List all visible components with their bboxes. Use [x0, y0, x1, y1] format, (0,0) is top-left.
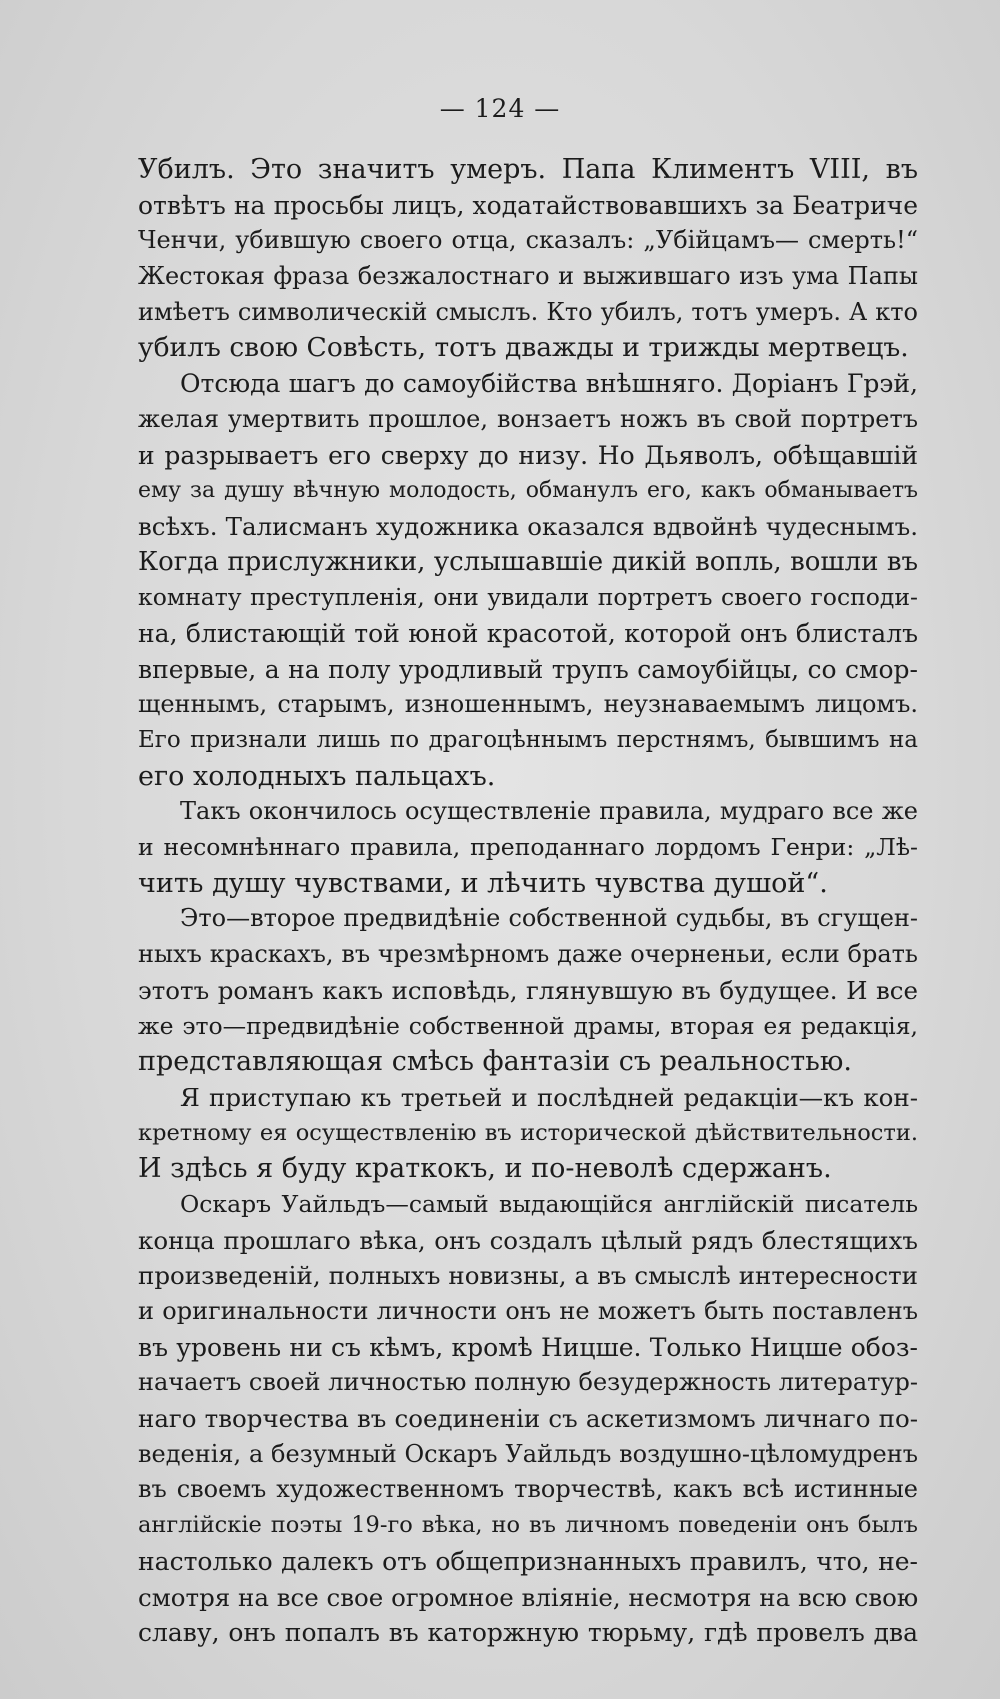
text-line: и несомнѣннаго правила, преподаннаго лордомъ Генри: „Лѣ- — [138, 833, 918, 862]
text-line: произведеній, полныхъ новизны, а въ смыслѣ интересности — [138, 1261, 918, 1291]
text-line: славу, онъ попалъ въ каторжную тюрьму, гдѣ провелъ два — [138, 1618, 918, 1648]
text-line: комнату преступленія, они увидали портретъ своего господи- — [138, 583, 918, 612]
text-line: Это—второе предвидѣніе собственной судьбы, въ сгущен- — [180, 904, 918, 933]
text-line: кретному ея осуществленію въ исторической дѣйствительности. — [138, 1119, 918, 1146]
text-line: смотря на все свое огромное вліяніе, несмотря на всю свою — [138, 1582, 919, 1612]
text-line: Отсюда шагъ до самоубійства внѣшняго. Доріанъ Грэй, — [180, 369, 918, 399]
text-line: веденія, а безумный Оскаръ Уайльдъ воздушно-цѣломудренъ — [138, 1439, 918, 1468]
text-line: Такъ окончилось осуществленіе правила, мудраго все же — [180, 797, 918, 826]
text-line: ему за душу вѣчную молодость, обманулъ его, какъ обманываетъ — [138, 478, 918, 504]
text-line: Его признали лишь по драгоцѣннымъ перстнямъ, бывшимъ на — [138, 727, 918, 753]
text-line: имѣетъ символическій смыслъ. Кто убилъ, тотъ умеръ. А кто — [138, 297, 918, 326]
text-line: Я приступаю къ третьей и послѣдней редакціи—къ кон- — [180, 1082, 918, 1112]
text-line: Оскаръ Уайльдъ—самый выдающійся англійскій писатель — [180, 1189, 918, 1218]
text-line: англійскіе поэты 19-го вѣка, но въ личномъ поведеніи онъ былъ — [138, 1512, 918, 1539]
text-line: И здѣсь я буду краткокъ, и по-неволѣ сдержанъ. — [138, 1153, 832, 1185]
text-line: конца прошлаго вѣка, онъ создалъ цѣлый рядъ блестящихъ — [138, 1225, 918, 1255]
text-line: въ своемъ художественномъ творчествѣ, какъ всѣ истинные — [138, 1475, 918, 1504]
text-line: этотъ романъ какъ исповѣдь, глянувшую въ будущее. И все — [138, 975, 918, 1005]
body-text — [138, 152, 918, 1651]
text-line: и разрываетъ его сверху до низу. Но Дьяволъ, обѣщавшій — [138, 440, 918, 470]
text-line: наго творчества въ соединеніи съ аскетизмомъ личнаго по- — [138, 1404, 918, 1434]
text-line: настолько далекъ отъ общепризнанныхъ правилъ, что, не- — [138, 1546, 918, 1576]
text-line: и оригинальности личности онъ не можетъ быть поставленъ — [138, 1297, 918, 1325]
text-line: убилъ свою Совѣсть, тотъ дважды и трижды мертвецъ. — [138, 332, 909, 364]
text-line: его холодныхъ пальцахъ. — [138, 760, 496, 792]
text-line: щеннымъ, старымъ, изношеннымъ, неузнаваемымъ лицомъ. — [138, 690, 918, 719]
text-line: отвѣтъ на просьбы лицъ, ходатайствовавшихъ за Беатриче — [138, 190, 918, 220]
text-line: впервые, а на полу уродливый трупъ самоубійцы, со смор- — [138, 654, 918, 684]
text-line: Когда прислужники, услышавшіе дикій вопль, вошли въ — [138, 546, 918, 577]
text-line: на, блистающій той юной красотой, которой онъ блисталъ — [138, 618, 918, 648]
text-line: начаетъ своей личностью полную безудержность литератур- — [138, 1368, 918, 1397]
text-line: представляющая смѣсь фантазіи съ реальностью. — [138, 1046, 852, 1078]
page-number: — 124 — — [439, 94, 561, 123]
text-line: Убилъ. Это значитъ умеръ. Папа Климентъ VIII, въ — [138, 154, 918, 185]
text-line: желая умертвить прошлое, вонзаетъ ножъ въ свой портретъ — [138, 404, 918, 433]
text-line: въ уровень ни съ кѣмъ, кромѣ Ницше. Только Ницше обоз- — [138, 1332, 918, 1362]
text-line: чить душу чувствами, и лѣчить чувства душой“. — [138, 867, 828, 899]
text-line: же это—предвидѣніе собственной драмы, вторая ея редакція, — [138, 1011, 918, 1040]
text-line: Ченчи, убившую своего отца, сказалъ: „Убійцамъ— смерть!“ — [138, 226, 918, 255]
text-line: всѣхъ. Талисманъ художника оказался вдвойнѣ чудеснымъ. — [138, 511, 918, 541]
text-line: Жестокая фраза безжалостнаго и выжившаго изъ ума Папы — [138, 262, 918, 291]
text-line: ныхъ краскахъ, въ чрезмѣрномъ даже очерненьи, если брать — [138, 940, 918, 969]
